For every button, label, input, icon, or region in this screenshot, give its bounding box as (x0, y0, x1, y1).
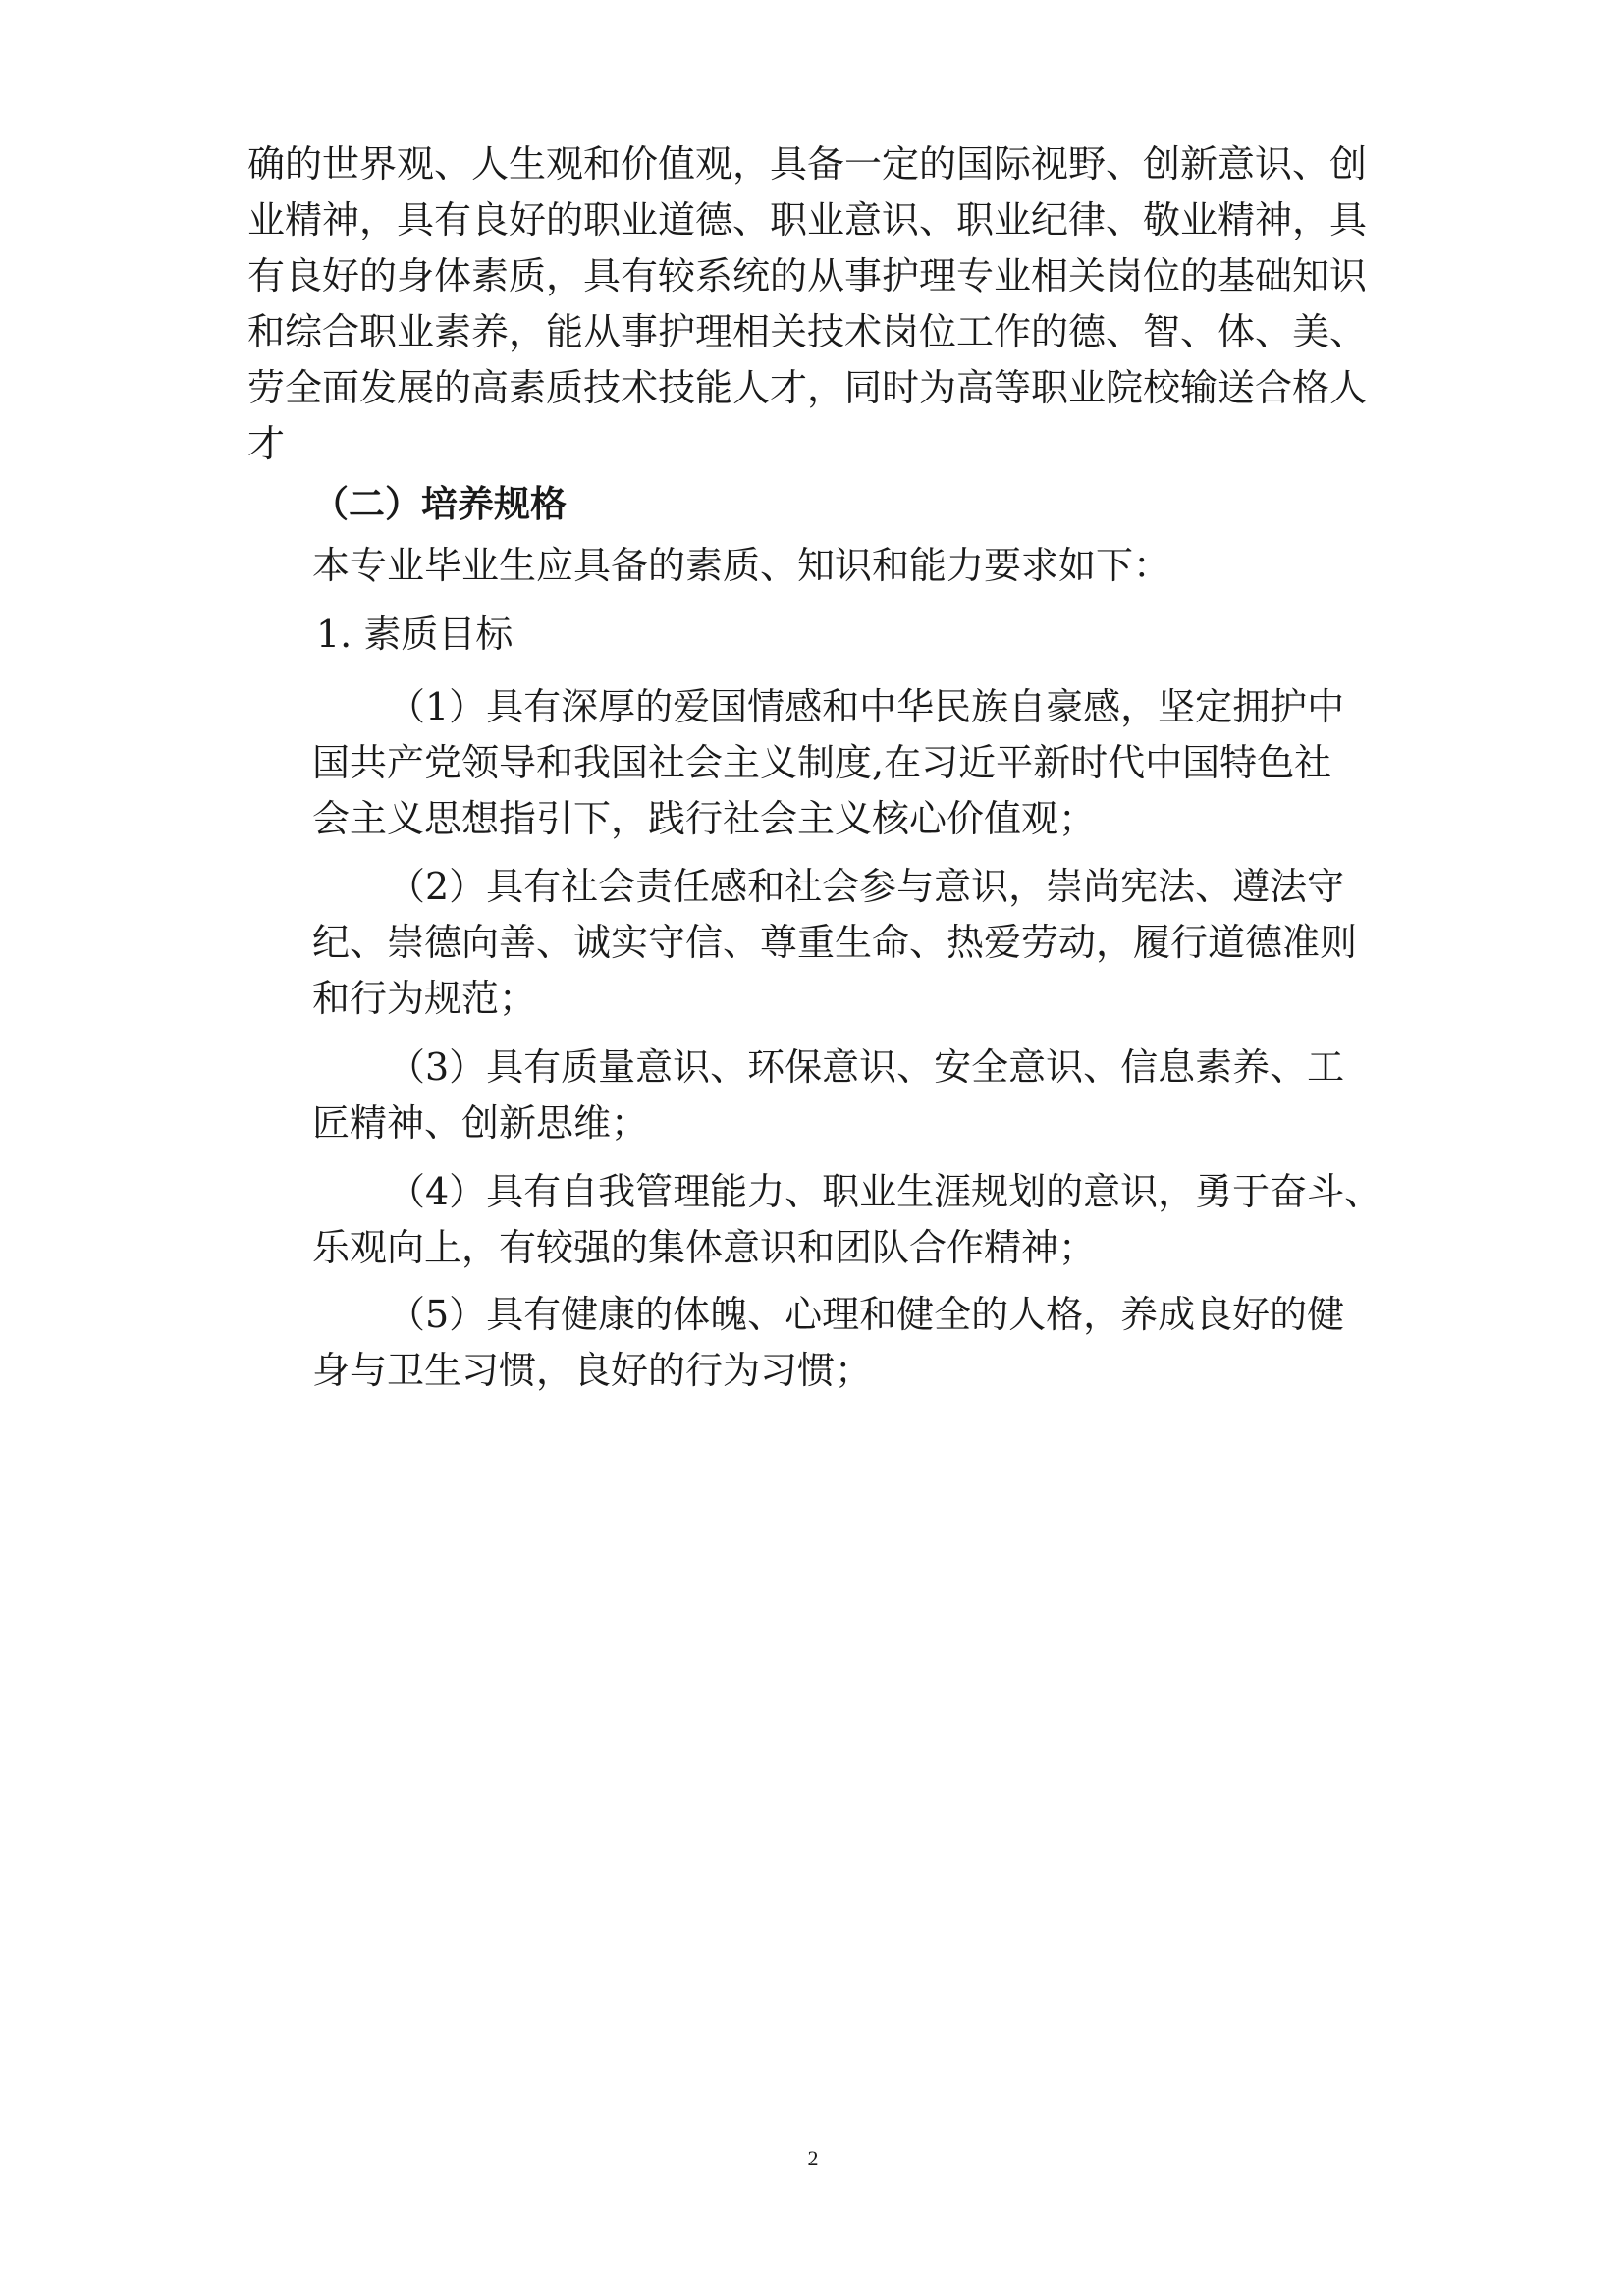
intro-line: 才 (247, 422, 286, 465)
intro-line: 确的世界观、人生观和价值观，具备一定的国际视野、创新意识、创 (247, 142, 1368, 186)
intro-line: 有良好的身体素质，具有较系统的从事护理专业相关岗位的基础知识 (247, 254, 1368, 297)
list-item-line: （4）具有自我管理能力、职业生涯规划的意识，勇于奋斗、 (388, 1170, 1382, 1213)
intro-line: 和综合职业素养，能从事护理相关技术岗位工作的德、智、体、美、 (247, 310, 1368, 353)
list-item-line: （3）具有质量意识、环保意识、安全意识、信息素养、工 (388, 1045, 1345, 1089)
list-item-line: （1）具有深厚的爱国情感和中华民族自豪感，坚定拥护中 (388, 685, 1345, 728)
section-intro: 本专业毕业生应具备的素质、知识和能力要求如下： (312, 544, 1171, 587)
list-item-line: 身与卫生习惯，良好的行为习惯； (312, 1349, 873, 1392)
list-item-line: （5）具有健康的体魄、心理和健全的人格，养成良好的健 (388, 1293, 1345, 1336)
subsection-heading: 1. 素质目标 (316, 613, 514, 656)
list-item-line: 和行为规范； (312, 977, 537, 1020)
page-number: 2 (807, 2146, 819, 2170)
intro-line: 劳全面发展的高素质技术技能人才，同时为高等职业院校输送合格人 (247, 366, 1368, 409)
list-item-line: 匠精神、创新思维； (312, 1101, 649, 1145)
list-item-line: 乐观向上，有较强的集体意识和团队合作精神； (312, 1226, 1097, 1269)
list-item-line: 国共产党领导和我国社会主义制度,在习近平新时代中国特色社 (312, 741, 1332, 784)
section-heading: （二）培养规格 (312, 483, 567, 525)
list-item-line: 纪、崇德向善、诚实守信、尊重生命、热爱劳动，履行道德准则 (312, 921, 1358, 964)
list-item-line: （2）具有社会责任感和社会参与意识，崇尚宪法、遵法守 (388, 865, 1345, 908)
list-item-line: 会主义思想指引下，践行社会主义核心价值观； (312, 797, 1097, 840)
intro-line: 业精神，具有良好的职业道德、职业意识、职业纪律、敬业精神，具 (247, 198, 1368, 241)
